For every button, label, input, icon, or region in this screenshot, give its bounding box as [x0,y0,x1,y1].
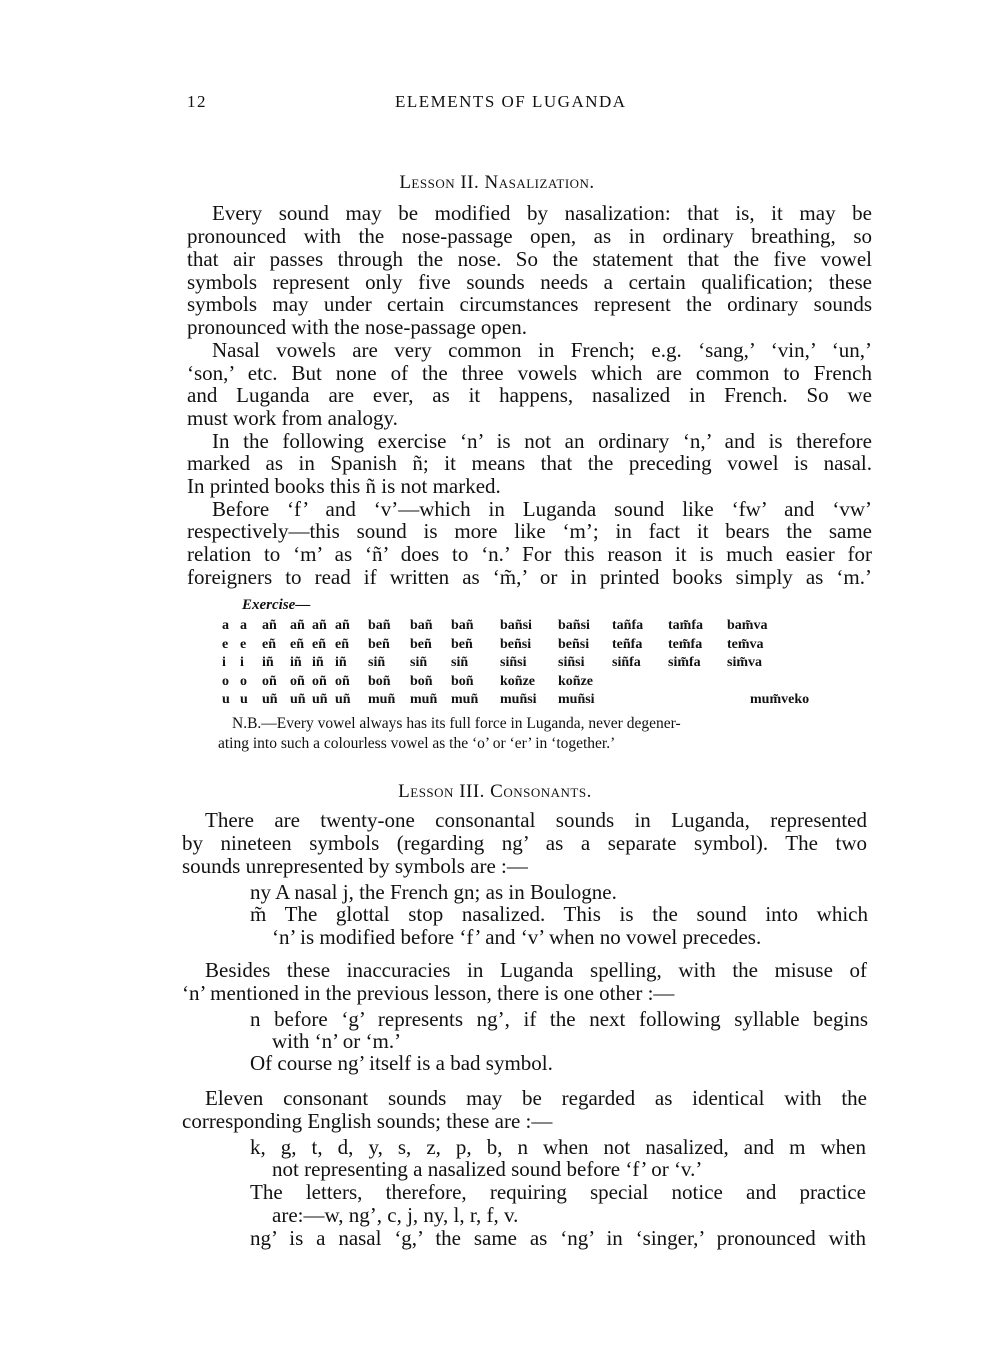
exercise-cell: beñsi [500,637,532,652]
exercise-cell: e [222,637,229,652]
exercise-cell: siñ [368,655,386,670]
text-line: ng’ is a nasal ‘g,’ the same as ‘ng’ in ‘singer,’ pronounced with [250,1226,866,1250]
exercise-cell: muñ [368,692,396,707]
text-line: symbols represent only five sounds needs a certain qualification; these [187,270,872,294]
exercise-cell: siñsi [558,655,585,670]
exercise-label: Exercise— [242,597,311,613]
exercise-cell: uñ [335,692,351,707]
text-line: foreigners to read if written as ‘m̃,’ or in printed books simply as ‘m.’ [187,565,872,589]
exercise-cell: oñ [312,674,327,689]
exercise-cell: tem̃fa [668,637,703,652]
text-line: corresponding English sounds; these are :— [182,1109,553,1133]
text-line: pronounced with the nose-passage open. [187,315,527,339]
exercise-cell: oñ [290,674,305,689]
exercise-cell: bañsi [558,618,590,633]
exercise-cell: muñ [410,692,438,707]
exercise-cell: boñ [451,674,474,689]
text-line: ‘son,’ etc. But none of the three vowels which are common to French [187,361,872,385]
exercise-cell: bam̃va [727,618,768,633]
text-line: m̃ The glottal stop nasalized. This is the sound into which [250,902,868,926]
lesson-2-heading: Lesson II. Nasalization. [399,172,595,193]
exercise-cell: eñ [335,637,349,652]
text-line: There are twenty-one consonantal sounds in Luganda, represented [205,808,867,832]
text-line: pronounced with the nose-passage open, as in ordinary breathing, so [187,224,872,248]
exercise-cell: mum̃veko [750,692,810,707]
text-line: respectively—this sound is more like ‘m’; in fact it bears the same [187,519,872,543]
exercise-cell: boñ [410,674,433,689]
exercise-cell: eñ [312,637,326,652]
text-line: The letters, therefore, requiring special notice and practice [250,1180,866,1204]
exercise-cell: o [240,674,247,689]
text-line: marked as in Spanish ñ; it means that the preceding vowel is nasal. [187,451,872,475]
text-line: that air passes through the nose. So the statement that the five vowel [187,247,872,271]
exercise-cell: eñ [290,637,304,652]
text-line: by nineteen symbols (regarding ng’ as a separate symbol). The two [182,831,867,855]
exercise-cell: añ [262,618,277,633]
exercise-cell: bañsi [500,618,532,633]
text-line: Of course ng’ itself is a bad symbol. [250,1051,553,1075]
exercise-cell: siñfa [612,655,641,670]
exercise-cell: bañ [451,618,474,633]
exercise-cell: teñfa [612,637,643,652]
exercise-cell: añ [335,618,350,633]
exercise-cell: a [240,618,247,633]
text-line: Eleven consonant sounds may be regarded as identical with the [205,1086,867,1110]
exercise-cell: añ [312,618,327,633]
exercise-cell: oñ [335,674,350,689]
exercise-cell: iñ [335,655,347,670]
text-line: are:—w, ng’, c, j, ny, l, r, f, v. [272,1203,519,1227]
exercise-cell: iñ [290,655,302,670]
exercise-cell: muñsi [500,692,537,707]
text-line: relation to ‘m’ as ‘ñ’ does to ‘n.’ For this reason it is much easier for [187,542,872,566]
exercise-cell: u [222,692,230,707]
exercise-cell: tañfa [612,618,644,633]
text-line: n before ‘g’ represents ng’, if the next following syllable begins [250,1007,868,1031]
exercise-cell: uñ [290,692,306,707]
text-line: Every sound may be modified by nasalization: that is, it may be [212,201,872,225]
exercise-cell: bañ [410,618,433,633]
exercise-cell: tem̃va [727,637,764,652]
exercise-cell: sim̃va [727,655,762,670]
nb-note-line: N.B.—Every vowel always has its full force in Luganda, never degener- [232,715,681,732]
exercise-cell: koñze [500,674,535,689]
running-title: ELEMENTS OF LUGANDA [395,92,627,111]
text-line: ‘n’ is modified before ‘f’ and ‘v’ when no vowel precedes. [272,925,762,949]
exercise-cell: beñ [451,637,473,652]
exercise-cell: iñ [312,655,324,670]
lesson-3-heading: Lesson III. Consonants. [398,781,592,802]
text-line: not representing a nasalized sound before ‘f’ or ‘v.’ [272,1157,703,1181]
text-line: ‘n’ mentioned in the previous lesson, there is one other :— [182,981,675,1005]
exercise-cell: sim̃fa [668,655,701,670]
exercise-cell: beñ [368,637,390,652]
exercise-cell: u [240,692,248,707]
exercise-cell: a [222,618,229,633]
exercise-cell: uñ [262,692,278,707]
exercise-cell: eñ [262,637,276,652]
exercise-cell: oñ [262,674,277,689]
exercise-cell: i [222,655,226,670]
exercise-cell: añ [290,618,305,633]
text-line: symbols may under certain circumstances represent the ordinary sounds [187,292,872,316]
exercise-cell: bañ [368,618,391,633]
exercise-cell: o [222,674,229,689]
nb-note-line: ating into such a colourless vowel as the ‘o’ or ‘er’ in ‘together.’ [218,735,616,752]
text-line: In printed books this ñ is not marked. [187,474,501,498]
exercise-cell: boñ [368,674,391,689]
exercise-cell: i [240,655,244,670]
page-number: 12 [187,92,207,111]
text-line: Besides these inaccuracies in Luganda spelling, with the misuse of [205,958,867,982]
text-line: with ‘n’ or ‘m.’ [272,1029,402,1053]
exercise-cell: e [240,637,247,652]
exercise-cell: iñ [262,655,274,670]
text-line: sounds unrepresented by symbols are :— [182,854,528,878]
exercise-cell: koñze [558,674,593,689]
exercise-cell: muñ [451,692,479,707]
exercise-cell: beñsi [558,637,590,652]
text-line: ny A nasal j, the French gn; as in Boulogne. [250,880,617,904]
text-line: k, g, t, d, y, s, z, p, b, n when not nasalized, and m when [250,1135,866,1159]
text-line: Nasal vowels are very common in French; e.g. ‘sang,’ ‘vin,’ ‘un,’ [212,338,872,362]
text-line: and Luganda are ever, as it happens, nasalized in French. So we [187,383,872,407]
exercise-cell: muñsi [558,692,595,707]
text-line: In the following exercise ‘n’ is not an ordinary ‘n,’ and is therefore [212,429,872,453]
exercise-cell: siñ [451,655,469,670]
exercise-cell: beñ [410,637,432,652]
text-line: must work from analogy. [187,406,398,430]
exercise-cell: uñ [312,692,328,707]
exercise-cell: siñsi [500,655,527,670]
text-line: Before ‘f’ and ‘v’—which in Luganda sound like ‘fw’ and ‘vw’ [212,497,872,521]
exercise-cell: tam̃fa [668,618,703,633]
exercise-cell: siñ [410,655,428,670]
